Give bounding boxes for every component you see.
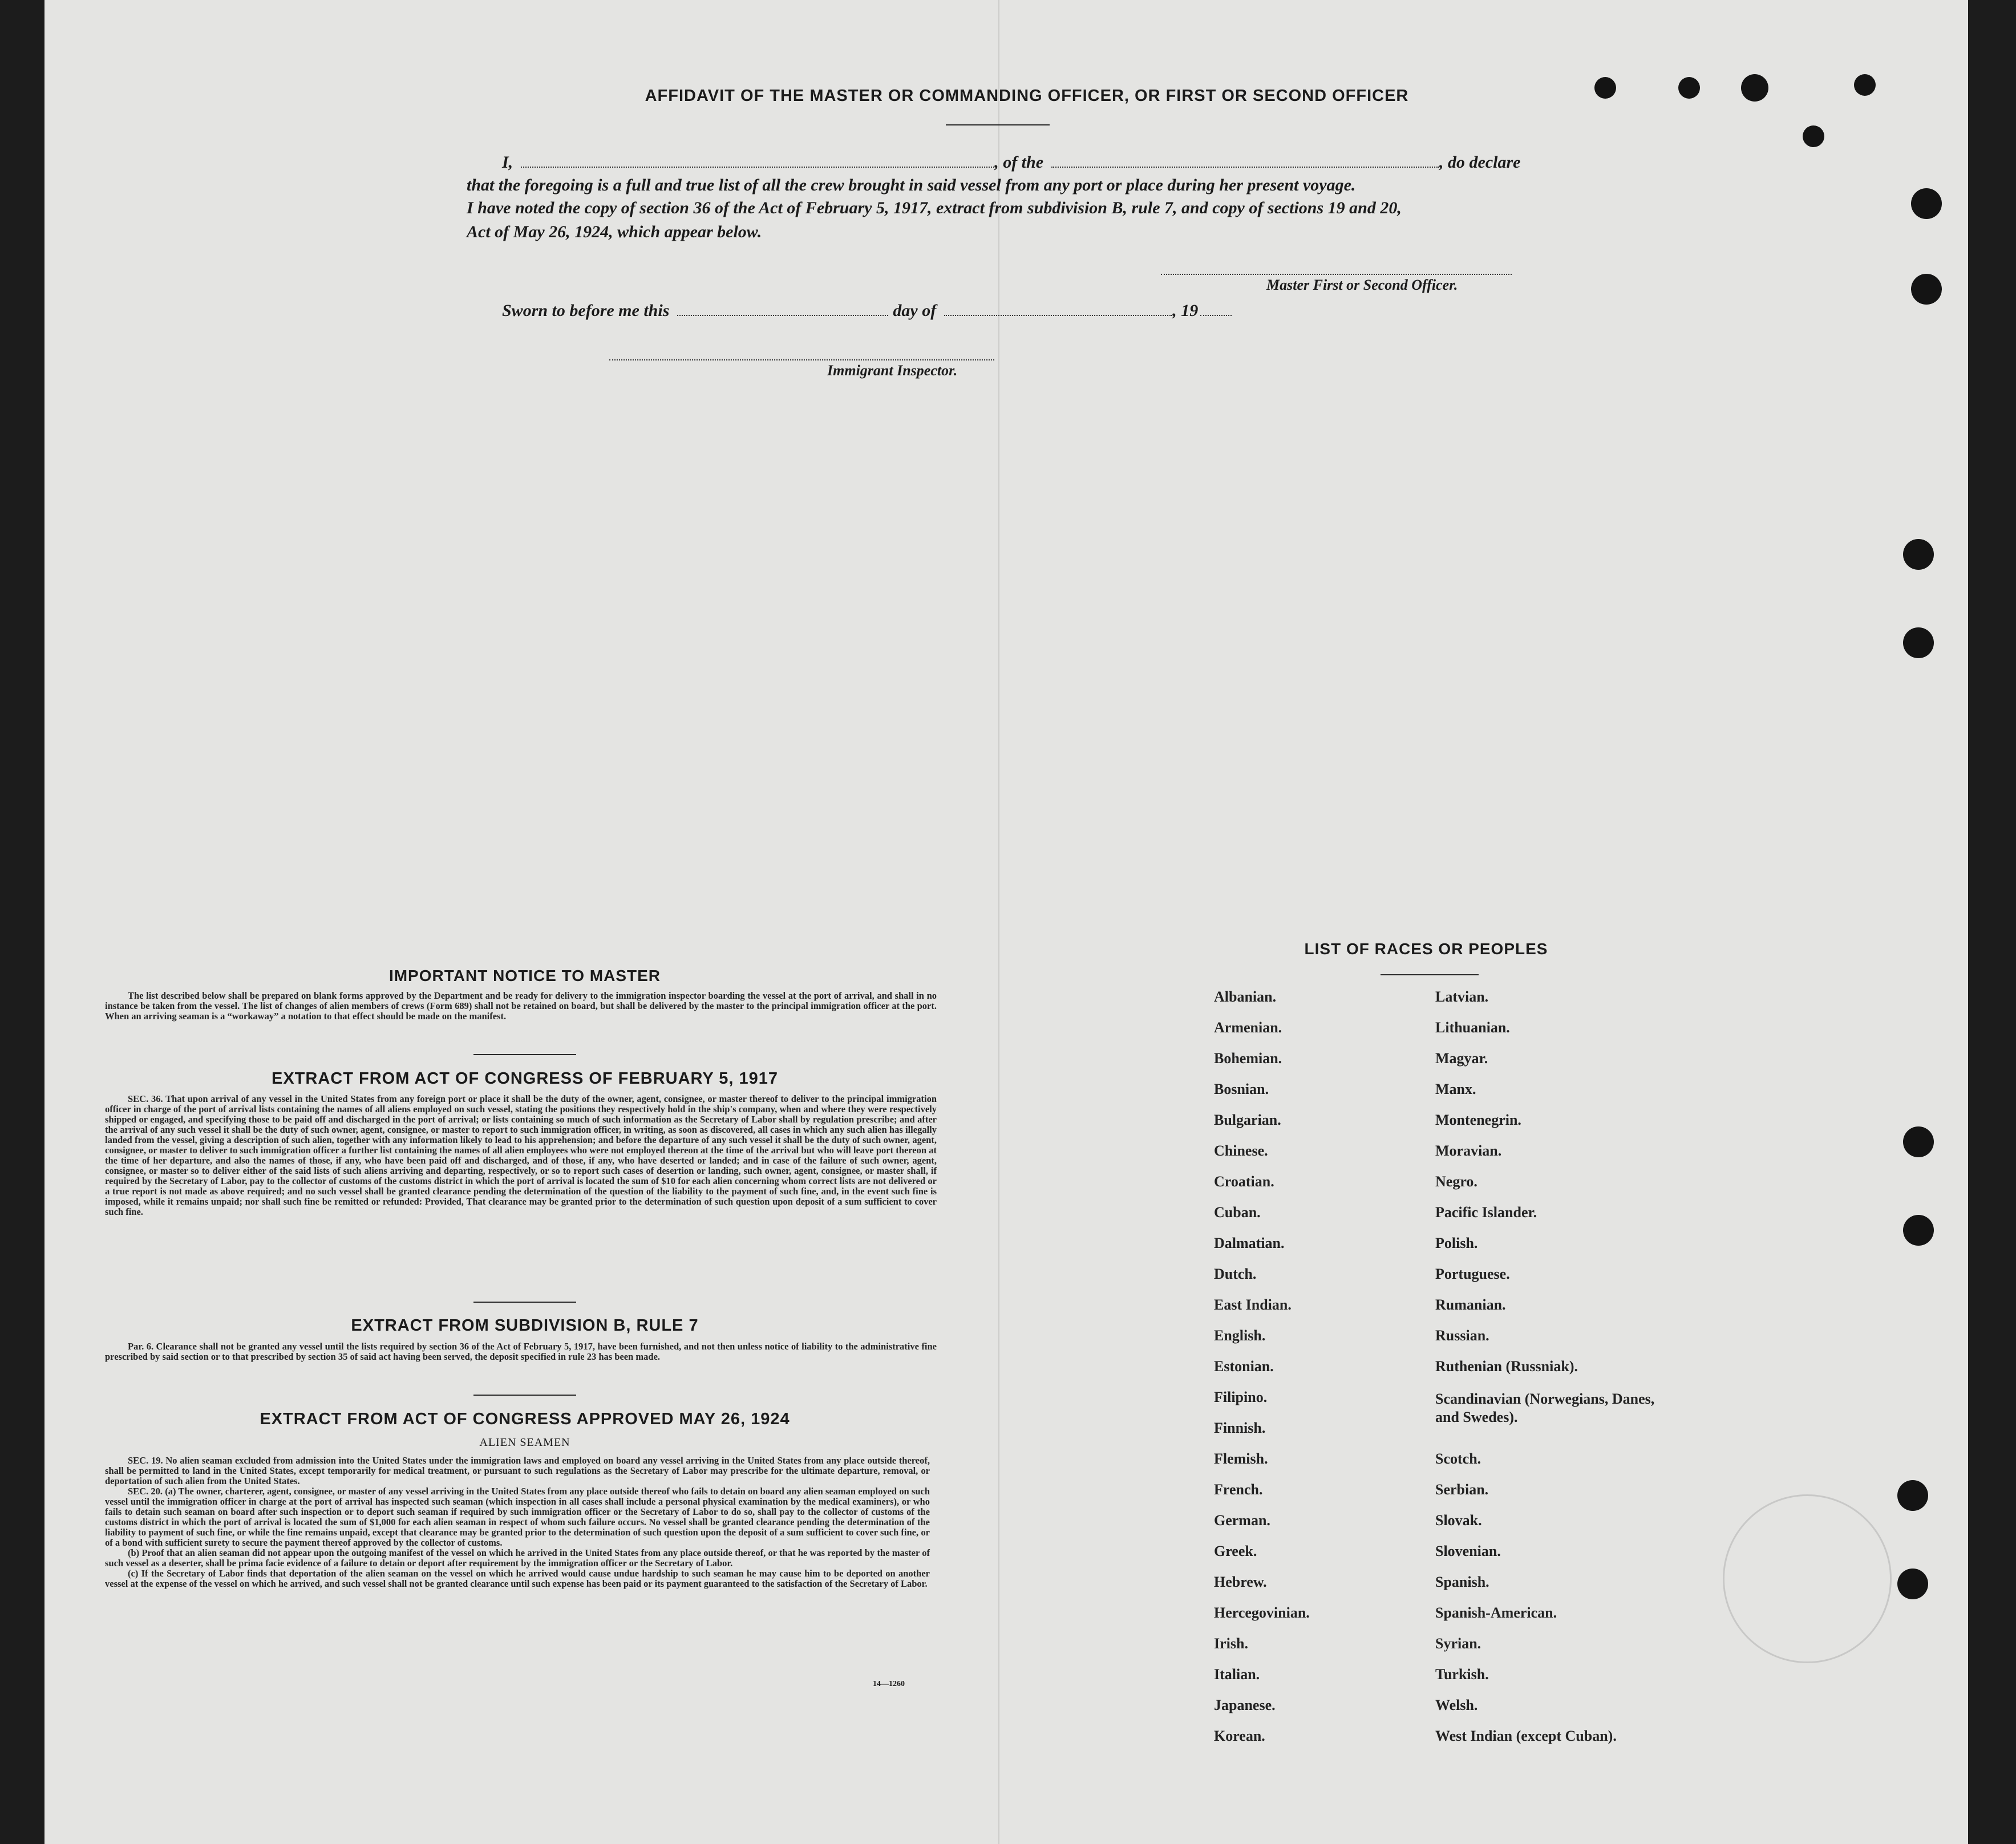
- race-item: Rumanian.: [1435, 1296, 1506, 1313]
- race-item: East Indian.: [1214, 1296, 1292, 1313]
- alien-seamen-subtitle: ALIEN SEAMEN: [479, 1436, 570, 1449]
- race-item: West Indian (except Cuban).: [1435, 1728, 1617, 1744]
- race-item: Lithuanian.: [1435, 1019, 1510, 1036]
- sworn-text: , 19: [1172, 301, 1199, 320]
- race-item: Slovenian.: [1435, 1543, 1501, 1559]
- race-item: Montenegrin.: [1435, 1112, 1521, 1128]
- blank-name: [521, 166, 994, 168]
- race-item: French.: [1214, 1481, 1263, 1498]
- punch-hole: [1903, 539, 1934, 570]
- race-item: Ruthenian (Russniak).: [1435, 1358, 1578, 1375]
- race-item: Chinese.: [1214, 1142, 1268, 1159]
- affidavit-line-2: that the foregoing is a full and true list of all the crew brought in said vessel from any port or place during her present voyage.: [467, 176, 1356, 194]
- punch-hole: [1803, 125, 1824, 147]
- center-fold: [998, 0, 999, 1844]
- extract-rule-7-title: EXTRACT FROM SUBDIVISION B, RULE 7: [351, 1316, 699, 1335]
- extract-rule-7-text: [105, 1342, 937, 1362]
- notice-title: IMPORTANT NOTICE TO MASTER: [388, 967, 661, 984]
- race-item: Flemish.: [1214, 1450, 1268, 1467]
- race-item: Estonian.: [1214, 1358, 1274, 1375]
- punch-hole: [1741, 74, 1768, 102]
- punch-hole: [1903, 1126, 1934, 1157]
- race-item: Latvian.: [1435, 988, 1489, 1005]
- race-item: Scotch.: [1435, 1450, 1481, 1467]
- blank-day: [677, 314, 888, 316]
- race-item: Welsh.: [1435, 1697, 1478, 1713]
- sec-20b-paragraph: (b) Proof that an alien seaman did not appear upon the outgoing manifest of the vessel on which he arrived in the United States from any place outside thereof, or that he was reported by the master of such vessel as a deserter, shall be prima facie evidence of a failure to detain or deport after requirement by the immigration officer or the Secretary of Labor.: [105, 1547, 930, 1569]
- affidavit-text: , do declare: [1439, 153, 1521, 172]
- race-item: Bulgarian.: [1214, 1112, 1281, 1128]
- race-item: Korean.: [1214, 1728, 1265, 1744]
- race-item: Turkish.: [1435, 1666, 1489, 1683]
- faded-seal-stamp: [1723, 1494, 1892, 1663]
- race-item: Negro.: [1435, 1173, 1477, 1190]
- race-item: Dalmatian.: [1214, 1235, 1285, 1251]
- blank-year: [1200, 314, 1232, 316]
- divider: [946, 124, 1050, 125]
- sec-20c-paragraph: (c) If the Secretary of Labor finds that deportation of the alien seaman on the vessel on which he arrived would cause undue hardship to such seaman he may cause him to be deported on another vessel at the expense of the vessel on which he arrived, and such vessel shall not be granted clearance until such expense has been paid or its payment guaranteed to the satisfaction of the Secretary of Labor.: [105, 1568, 930, 1589]
- notice-text: [105, 991, 937, 1022]
- inspector-signature-label: Immigrant Inspector.: [827, 362, 958, 379]
- race-item: Russian.: [1435, 1327, 1489, 1344]
- race-item: Cuban.: [1214, 1204, 1261, 1221]
- race-item: Filipino.: [1214, 1389, 1268, 1405]
- race-item: Portuguese.: [1435, 1266, 1510, 1282]
- sworn-text: Sworn to before me this: [502, 301, 670, 320]
- section-36-paragraph: SEC. 36. That upon arrival of any vessel in the United States from any foreign port or place it shall be the duty of the owner, agent, consignee, or master thereof to deliver to the principal immigration officer in charge of the port of arrival lists containing the names of all aliens employed on such vessel, stating the positions they respectively hold in the ship's company, when and where they were respectively shipped or engaged, and specifying those to be paid off and discharged in the port of arrival; or lists containing so much of such information as the Secretary of Labor shall by regulation prescribe; and after the arrival of any such vessel it shall be the duty of such owner, agent, consignee, or master to report to such immigration officer, in writing, as soon as discovered, all cases in which any such alien has illegally landed from the vessel, giving a description of such alien, together with any information likely to lead to his apprehension; and before the departure of any such vessel it shall be the duty of such owner, agent, consignee, or master to deliver to such immigration officer a further list containing the names of all alien employees who were not employed thereon at the time of the arrival but who will leave port thereon at the time of her departure, and also the names of those, if any, who have been paid off and discharged, and of those, if any, who have deserted or landed; and in case of the failure of such owner, agent, consignee, or master so to deliver either of the said lists of such aliens arriving and departing, respectively, or so to report such cases of desertion or landing, such owner, agent, consignee, or master shall, if required by the Secretary of Labor, pay to the collector of customs of the customs district in which the port of arrival is located the sum of $10 for each alien concerning whom correct lists are not delivered or a true report is not made as above required; and no such vessel shall be granted clearance pending the determination of the question of the liability to the payment of such fine, and, in the event such fine is imposed, while it remains unpaid; nor shall such fine be remitted or refunded: Provided, That clearance may be granted prior to the determination of such question upon deposit of a sum sufficient to cover such fine.: [105, 1093, 937, 1217]
- divider: [473, 1395, 576, 1396]
- sworn-text: day of: [893, 301, 937, 320]
- race-item: Slovak.: [1435, 1512, 1482, 1529]
- punch-hole: [1897, 1480, 1928, 1511]
- race-item: Hebrew.: [1214, 1574, 1267, 1590]
- race-item: Albanian.: [1214, 988, 1277, 1005]
- race-item: Spanish-American.: [1435, 1604, 1557, 1621]
- divider: [1381, 974, 1479, 975]
- race-item: Pacific Islander.: [1435, 1204, 1537, 1221]
- race-item: Hercegovinian.: [1214, 1604, 1310, 1621]
- race-item: Manx.: [1435, 1081, 1476, 1097]
- form-number: 14—1260: [873, 1680, 905, 1688]
- sec-19-paragraph: SEC. 19. No alien seaman excluded from admission into the United States under the immigration laws and employed on board any vessel arriving in the United States from any place outside thereof, shall be permitted to land in the United States, except temporarily for medical treatment, or pursuant to such regulations as the Secretary of Labor may prescribe for the ultimate departure, removal, or deportation of such alien from the United States.: [105, 1455, 930, 1486]
- punch-hole: [1903, 1215, 1934, 1246]
- race-item: Croatian.: [1214, 1173, 1274, 1190]
- punch-hole: [1594, 77, 1616, 99]
- notice-paragraph: The list described below shall be prepared on blank forms approved by the Department and be ready for delivery to the immigration inspector boarding the vessel at the port of arrival, and shall in no instance be taken from the vessel. The list of changes of alien members of crews (Form 689) shall not be retained on board, but shall be delivered by the master to the principal immigration officer at the port. When an arriving seaman is a “workaway” a notation to that effect should be made on the manifest.: [105, 990, 937, 1022]
- race-item: Dutch.: [1214, 1266, 1257, 1282]
- master-signature-label: Master First or Second Officer.: [1266, 277, 1458, 293]
- affidavit-line-4: Act of May 26, 1924, which appear below.: [467, 222, 762, 241]
- punch-hole: [1897, 1569, 1928, 1599]
- extract-1917-title: EXTRACT FROM ACT OF CONGRESS OF FEBRUARY 5, 1917: [271, 1069, 779, 1088]
- race-item: Irish.: [1214, 1635, 1248, 1652]
- affidavit-line-3: I have noted the copy of section 36 of the Act of February 5, 1917, extract from subdivision B, rule 7, and copy of sections 19 and 20,: [467, 198, 1402, 217]
- sworn-line: [502, 301, 1232, 321]
- punch-hole: [1854, 74, 1876, 96]
- par-6-paragraph: Par. 6. Clearance shall not be granted any vessel until the lists required by section 36 of the Act of February 5, 1917, have been furnished, and not then unless notice of liability to the administrative fine prescribed by said section or to that prescribed by section 35 of said act having been served, the deposit specified in rule 23 has been made.: [105, 1341, 937, 1362]
- sec-20a-paragraph: SEC. 20. (a) The owner, charterer, agent, consignee, or master of any vessel arriving in the United States from any place outside thereof who fails to detain on board any alien seaman employed on such vessel until the immigration officer in charge at the port of arrival has inspected such seaman (which inspection in all cases shall include a personal physical examination by the medical examiners), or who fails to detain such seaman on board after such inspection or to deport such seaman if required by such immigration officer or the Secretary of Labor to do so, shall pay to the collector of customs of the customs district in which the port of arrival is located the sum of $1,000 for each alien seaman in respect of whom such failure occurs. No vessel shall be granted clearance pending the determination of the liability to payment of such fine, or while the fine remains unpaid, except that clearance may be granted prior to the determination of such question upon the deposit of a sum sufficient to cover such fine, or of a bond with sufficient surety to secure the payment thereof approved by the collector of customs.: [105, 1486, 930, 1548]
- divider: [473, 1302, 576, 1303]
- blank-vessel: [1051, 166, 1439, 168]
- race-item: Bohemian.: [1214, 1050, 1282, 1067]
- extract-1924-title: EXTRACT FROM ACT OF CONGRESS APPROVED MAY 26, 1924: [260, 1410, 790, 1428]
- punch-hole: [1903, 627, 1934, 658]
- affidavit-text: I,: [502, 153, 513, 172]
- punch-hole: [1678, 77, 1700, 99]
- races-title: LIST OF RACES OR PEOPLES: [1304, 940, 1548, 958]
- divider: [473, 1054, 576, 1055]
- race-item: Finnish.: [1214, 1420, 1266, 1436]
- race-item: Bosnian.: [1214, 1081, 1269, 1097]
- race-item: English.: [1214, 1327, 1266, 1344]
- race-item: Polish.: [1435, 1235, 1478, 1251]
- master-signature-line: [1161, 274, 1512, 275]
- race-item: Syrian.: [1435, 1635, 1481, 1652]
- race-item: Japanese.: [1214, 1697, 1276, 1713]
- blank-month: [944, 314, 1172, 316]
- punch-hole: [1911, 274, 1942, 305]
- race-item: Serbian.: [1435, 1481, 1489, 1498]
- race-item: Italian.: [1214, 1666, 1260, 1683]
- race-item: Armenian.: [1214, 1019, 1282, 1036]
- race-item: Magyar.: [1435, 1050, 1488, 1067]
- affidavit-text: , of the: [994, 153, 1044, 172]
- race-item: Greek.: [1214, 1543, 1257, 1559]
- race-item: German.: [1214, 1512, 1270, 1529]
- extract-1917-text: [105, 1094, 937, 1217]
- affidavit-title: AFFIDAVIT OF THE MASTER OR COMMANDING OFFICER, OR FIRST OR SECOND OFFICER: [645, 87, 1409, 105]
- punch-hole: [1911, 188, 1942, 219]
- race-item: Scandinavian (Norwegians, Danes, and Swedes).: [1435, 1391, 1655, 1425]
- extract-1924-text: [105, 1456, 930, 1589]
- race-item: Moravian.: [1435, 1142, 1502, 1159]
- affidavit-line-1: [502, 153, 1520, 172]
- race-item: Spanish.: [1435, 1574, 1489, 1590]
- inspector-signature-line: [609, 359, 994, 360]
